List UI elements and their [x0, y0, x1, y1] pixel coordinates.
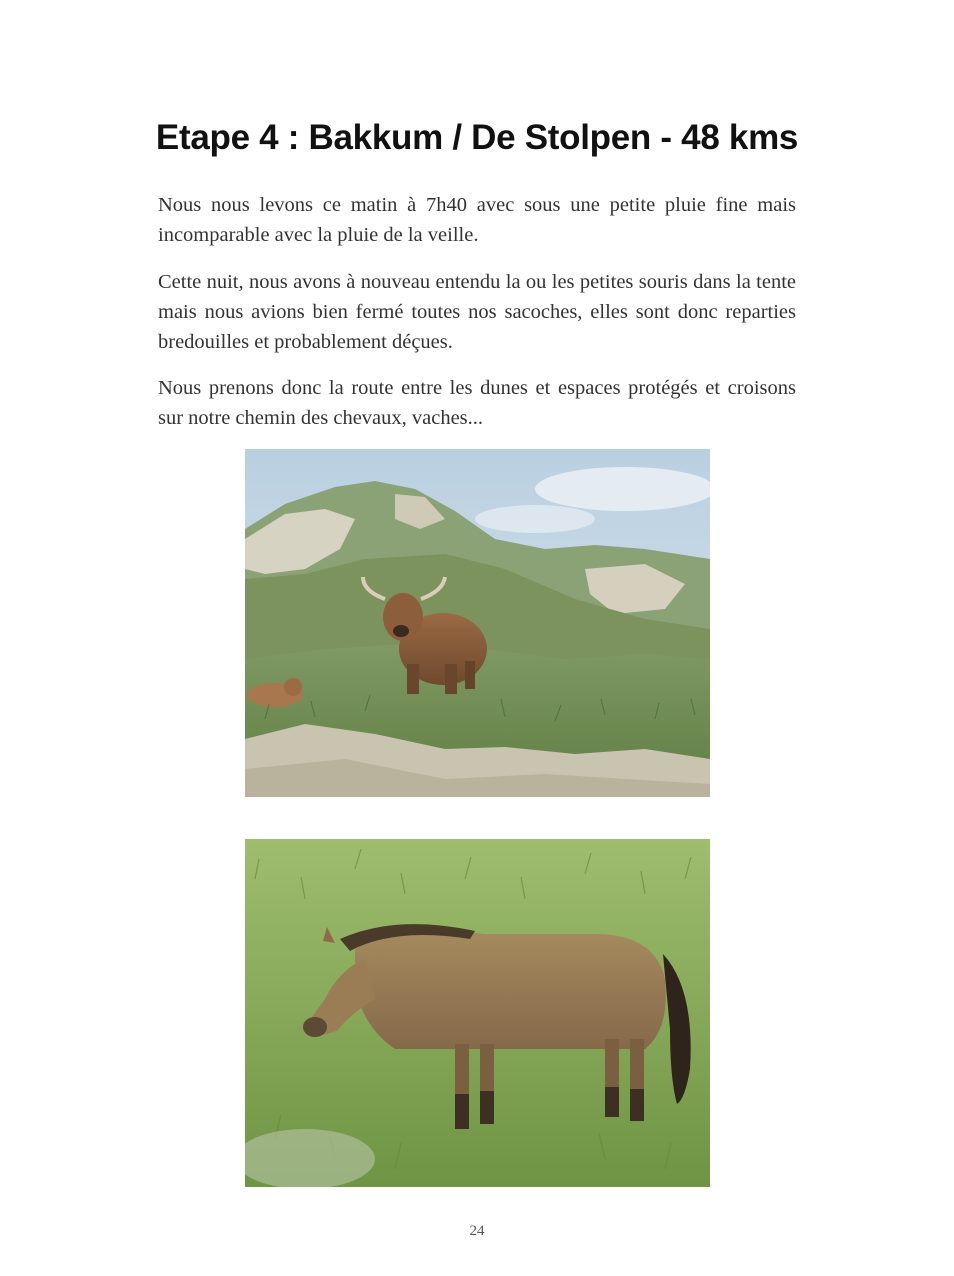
paragraph-2: Cette nuit, nous avons à nouveau entendu la ou les petites souris dans la tente mais nous avions bien fermé toutes nos sacoches, elles sont donc reparties bredouilles et probablement déçues.: [158, 271, 796, 353]
paragraph-1: Nous nous levons ce matin à 7h40 avec sous une petite pluie fine mais incomparable avec la pluie de la veille.: [158, 194, 796, 246]
photo-highland-cow: [245, 449, 710, 797]
photo-pony: [245, 839, 710, 1187]
paragraph-3: Nous prenons donc la route entre les dunes et espaces protégés et croisons sur notre chemin des chevaux, vaches...: [158, 377, 796, 429]
page-number: 24: [469, 1223, 485, 1239]
page-title: Etape 4 : Bakkum / De Stolpen - 48 kms: [155, 118, 799, 157]
